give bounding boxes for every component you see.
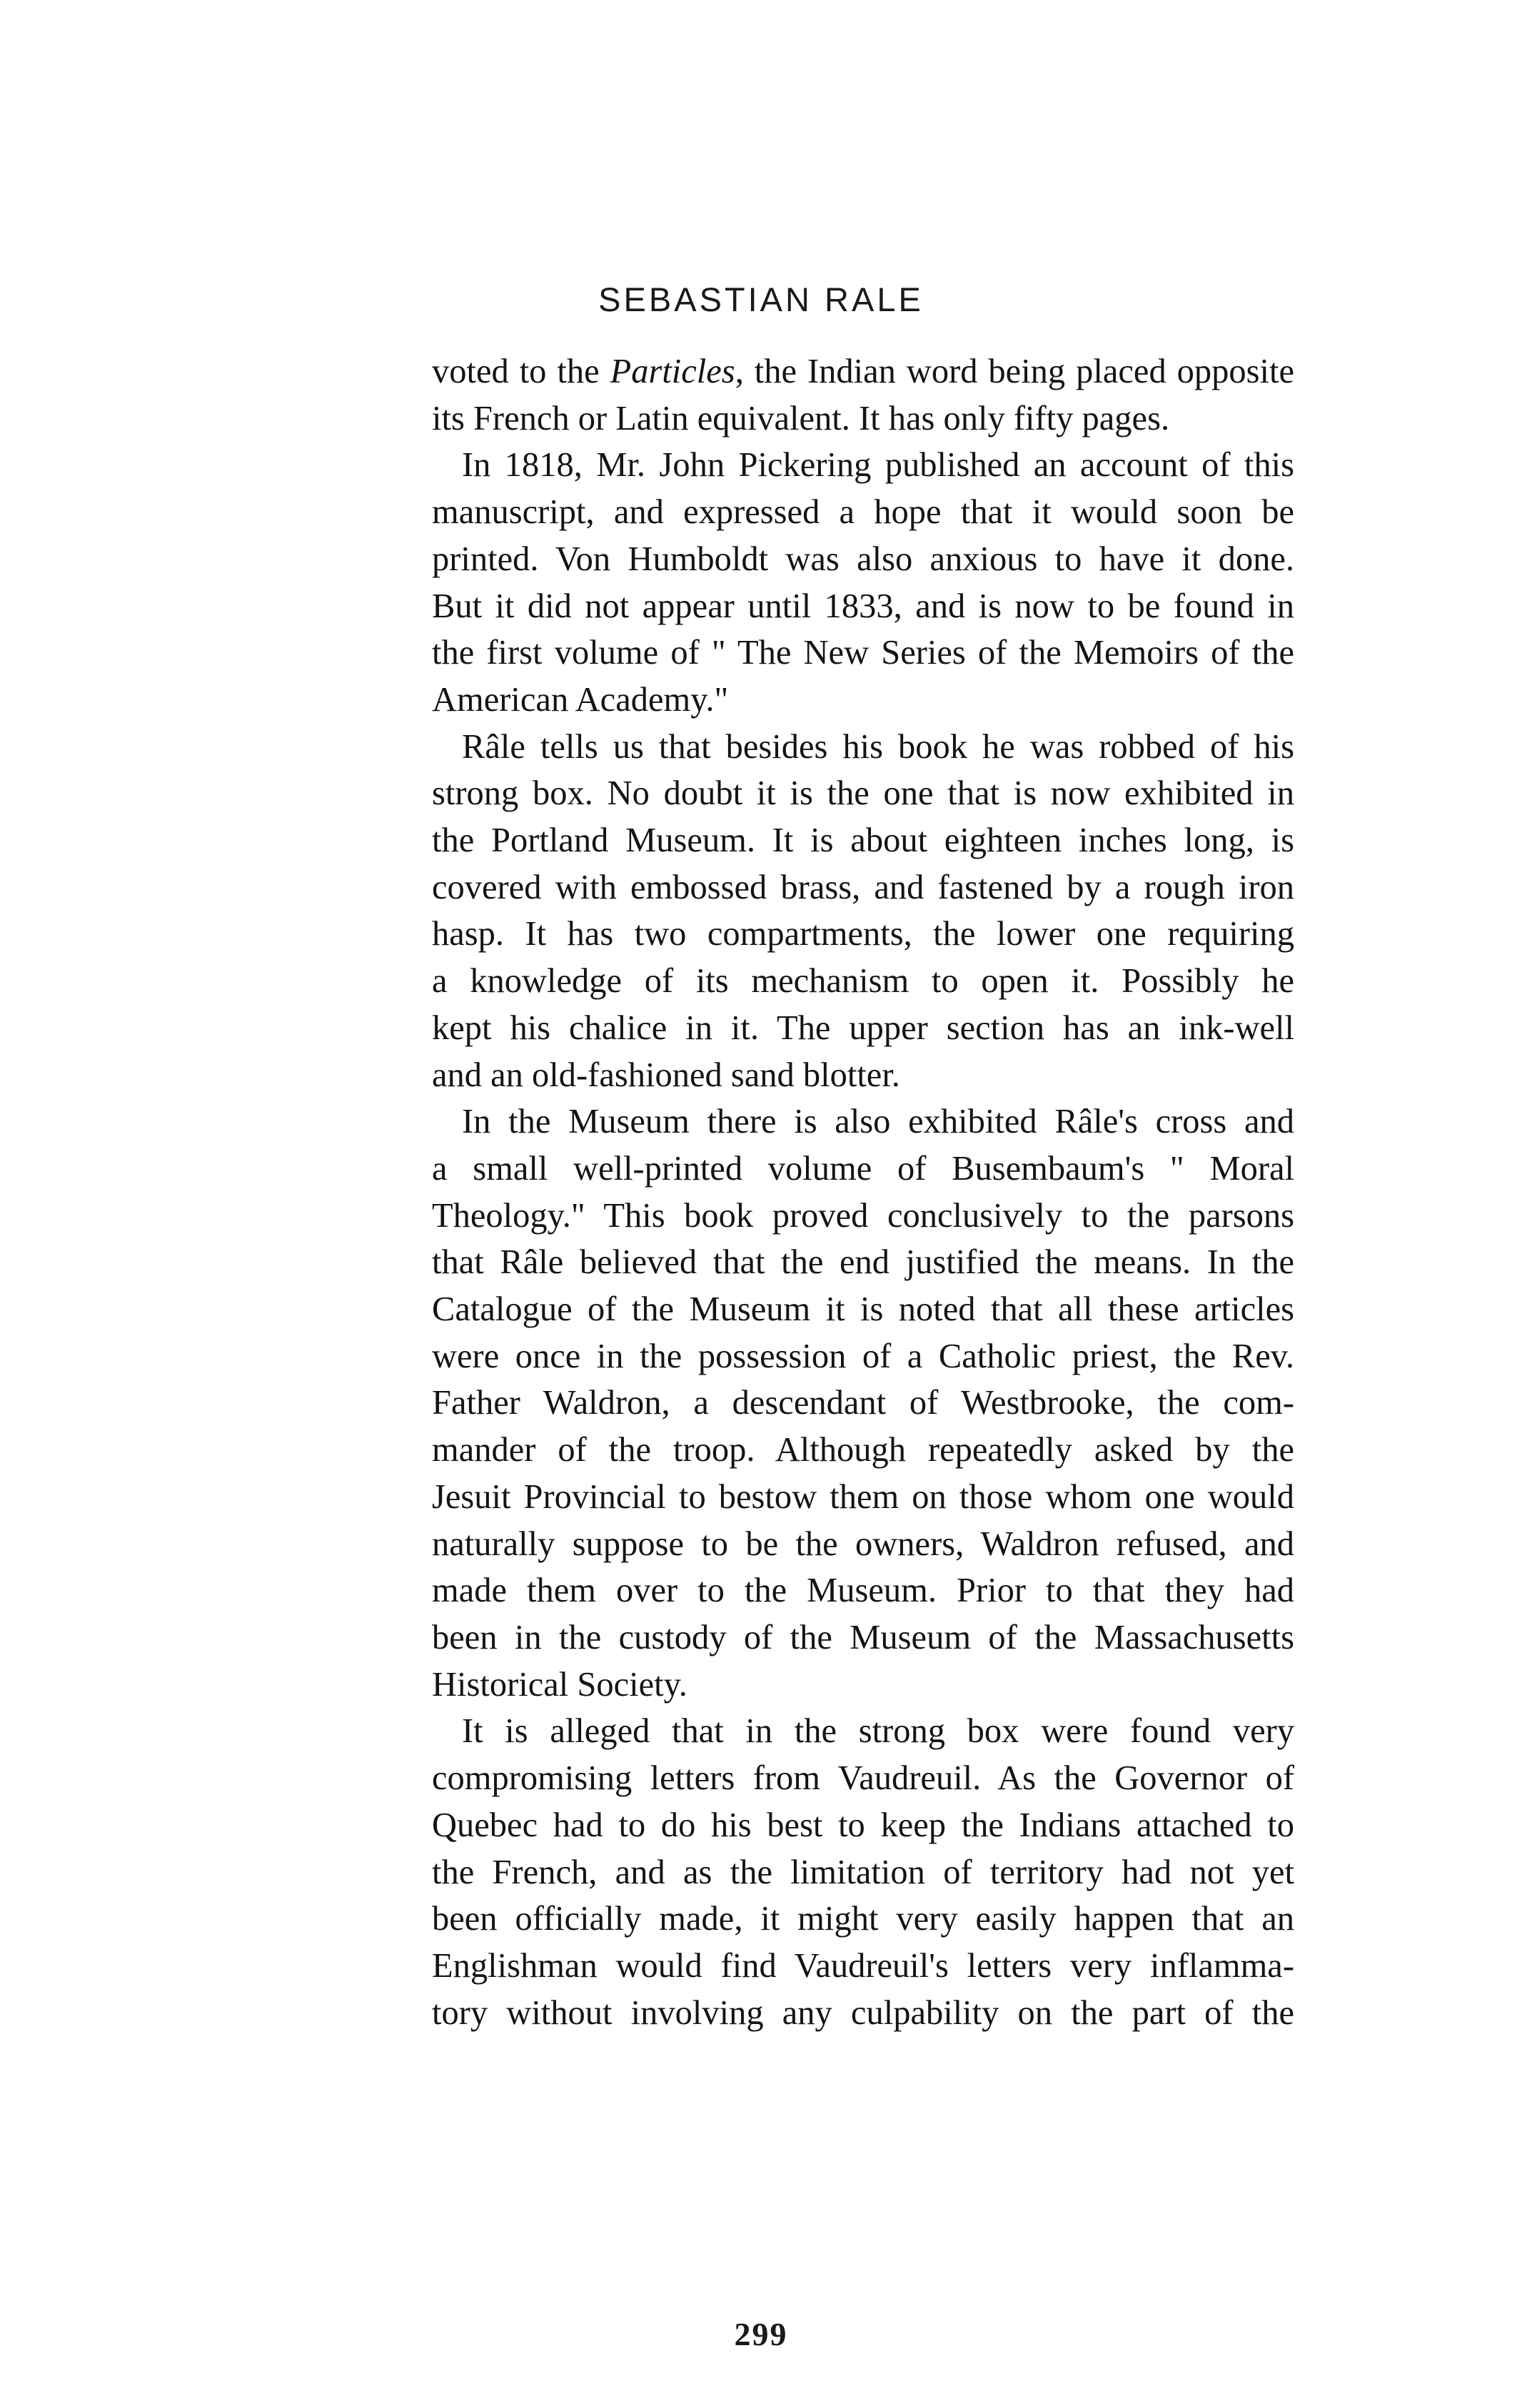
body-text (432, 348, 1294, 2036)
text-line: that Râle believed that the end justified the means. In the (432, 1243, 1294, 1282)
text-line: But it did not appear until 1833, and is now to be found in (432, 587, 1294, 625)
text-line: tory without involving any culpability on the part of the (432, 1993, 1294, 2032)
paragraph (432, 1708, 1294, 2036)
paragraph (432, 724, 1294, 1099)
page-number: 299 (734, 2316, 788, 2352)
text-line: Father Waldron, a descendant of Westbrooke, the com- (432, 1384, 1294, 1422)
text-line: Râle tells us that besides his book he was robbed of his (462, 727, 1294, 766)
text-line: Jesuit Provincial to bestow them on those whom one would (432, 1477, 1294, 1516)
paragraph (432, 348, 1294, 442)
text-line: printed. Von Humboldt was also anxious to have it done. (432, 540, 1294, 578)
paragraph (432, 442, 1294, 723)
text-line: a knowledge of its mechanism to open it. Possibly he (432, 962, 1294, 1001)
text-line: In the Museum there is also exhibited Râle's cross and (462, 1103, 1294, 1141)
text-line: been in the custody of the Museum of the Massachusetts (432, 1618, 1294, 1656)
text-line: been officially made, it might very easily happen that an (432, 1900, 1294, 1938)
text-line: Theology." This book proved conclusively to the parsons (432, 1196, 1294, 1235)
text-line: were once in the possession of a Catholic priest, the Rev. (432, 1337, 1294, 1375)
running-head: SEBASTIAN RALE (598, 280, 924, 318)
text-line: It is alleged that in the strong box were found very (462, 1712, 1294, 1751)
text-line: strong box. No doubt it is the one that is now exhibited in (432, 774, 1294, 813)
text-line: a small well-printed volume of Busembaum's " Moral (432, 1149, 1294, 1188)
text-line: the Portland Museum. It is about eighteen inches long, is (432, 821, 1294, 860)
text-line: compromising letters from Vaudreuil. As the Governor of (432, 1759, 1294, 1798)
text-line: the French, and as the limitation of territory had not yet (432, 1853, 1294, 1891)
text-line: hasp. It has two compartments, the lower one requiring (432, 915, 1294, 953)
text-line: naturally suppose to be the owners, Waldron refused, and (432, 1524, 1294, 1563)
text-line: In 1818, Mr. John Pickering published an account of this (462, 446, 1294, 485)
text-line: covered with embossed brass, and fastened by a rough iron (432, 868, 1294, 906)
text-line: Catalogue of the Museum it is noted that all these articles (432, 1290, 1294, 1329)
text-line: the first volume of " The New Series of the Memoirs of the (432, 634, 1294, 672)
text-line: Englishman would find Vaudreuil's letters very inflamma- (432, 1946, 1294, 1985)
text-line: Quebec had to do his best to keep the Indians attached to (432, 1806, 1294, 1844)
text-line: kept his chalice in it. The upper section has an ink-well (432, 1008, 1294, 1047)
text-line: and an old-fashioned sand blotter. (432, 1056, 900, 1094)
text-line: American Academy." (432, 680, 729, 719)
text-line: voted to the Particles, the Indian word being placed opposite (432, 353, 1294, 390)
text-line: Historical Society. (432, 1665, 687, 1704)
paragraph (432, 1098, 1294, 1708)
italic-term: Particles (610, 353, 735, 390)
text-line: mander of the troop. Although repeatedly asked by the (432, 1431, 1294, 1469)
text-line: manuscript, and expressed a hope that it would soon be (432, 493, 1294, 532)
text-line: made them over to the Museum. Prior to that they had (432, 1572, 1294, 1610)
text-line: its French or Latin equivalent. It has only fifty pages. (432, 399, 1170, 437)
